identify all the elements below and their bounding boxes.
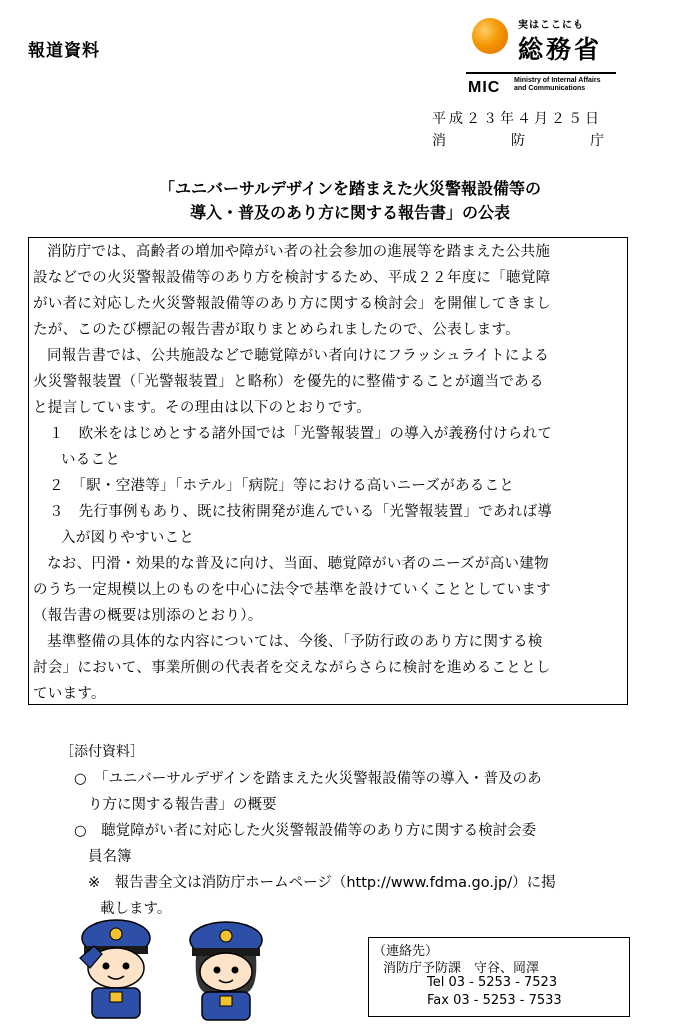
- document-type-label: 報道資料: [28, 41, 100, 61]
- firefighter-mascots-illustration: [68, 916, 288, 1024]
- agency-char-3: 庁: [590, 133, 604, 149]
- agency-char-1: 消: [432, 133, 446, 149]
- agency-char-2: 防: [511, 133, 525, 149]
- attachment-item-cont: り方に関する報告書」の概要: [88, 797, 277, 813]
- body-line: 基準整備の具体的な内容については、今後、「予防行政のあり方に関する検: [47, 634, 543, 650]
- attachments-heading: ［添付資料］: [60, 744, 144, 760]
- mic-logo: [466, 12, 626, 96]
- body-line: 消防庁では、高齢者の増加や障がい者の社会参加の進展等を踏まえた公共施: [47, 244, 551, 260]
- mascot-saluting-icon: [80, 920, 150, 1018]
- body-list-item: １ 欧米をはじめとする諸外国では「光警報装置」の導入が義務付けられて: [49, 426, 553, 442]
- logo-ministry-en-line1: Ministry of Internal Affairs: [514, 77, 601, 84]
- logo-mic: MIC: [468, 79, 501, 96]
- body-line: （報告書の概要は別添のとおり）。: [33, 608, 263, 624]
- body-list-item: ３ 先行事例もあり、既に技術開発が進んでいる「光警報装置」であれば導: [49, 504, 553, 520]
- logo-tagline: 実はここにも: [518, 20, 584, 31]
- body-line: たが、このたび標記の報告書が取りまとめられましたので、公表します。: [33, 322, 520, 338]
- body-line: 同報告書では、公共施設などで聴覚障がい者向けにフラッシュライトによる: [47, 348, 550, 364]
- contact-fax: Fax 03 - 5253 - 7533: [427, 993, 562, 1008]
- body-text-box: [28, 237, 628, 705]
- contact-department: 消防庁予防課 守谷、岡澤: [383, 961, 540, 976]
- mascot-standing-icon: [190, 922, 262, 1020]
- body-list-item-cont: いること: [61, 452, 121, 468]
- body-line: 火災警報装置（「光警報装置」と略称）を優先的に整備することが適当である: [33, 374, 544, 390]
- page-title-line1: 「ユニバーサルデザインを踏まえた火災警報設備等の: [158, 179, 542, 198]
- attachment-item: ○ 聴覚障がい者に対応した火災警報設備等のあり方に関する検討会委: [74, 823, 537, 839]
- body-line: なお、円滑・効果的な普及に向け、当面、聴覚障がい者のニーズが高い建物: [47, 556, 549, 572]
- page-title-line2: 導入・普及のあり方に関する報告書」の公表: [189, 203, 510, 222]
- issue-date: 平成２３年４月２５日: [432, 111, 602, 127]
- attachment-note: ※ 報告書全文は消防庁ホームページ（http://www.fdma.go.jp/）に掲: [88, 875, 556, 891]
- contact-tel: Tel 03 - 5253 - 7523: [427, 975, 558, 990]
- body-line: のうち一定規模以上のものを中心に法令で基準を設けていくこととしています: [33, 582, 551, 598]
- logo-ministry-en-line2: and Communications: [514, 85, 586, 92]
- logo-name: 総務省: [518, 35, 603, 64]
- attachment-item: ○ 「ユニバーサルデザインを踏まえた火災警報設備等の導入・普及のあ: [74, 771, 542, 787]
- body-line: がい者に対応した火災警報設備等のあり方に関する検討会」を開催してきまし: [33, 296, 551, 312]
- logo-ministry-en: [514, 77, 600, 93]
- body-list-item: ２ 「駅・空港等」「ホテル」「病院」等における高いニーズがあること: [49, 478, 515, 494]
- body-line: ています。: [33, 686, 106, 702]
- issuing-agency: [432, 130, 604, 150]
- body-line: 設などでの火災警報設備等のあり方を検討するため、平成２２年度に「聴覚障: [33, 270, 551, 286]
- body-list-item-cont: 入が図りやすいこと: [61, 530, 195, 546]
- logo-orange-ball-icon: [472, 18, 508, 54]
- contact-heading: （連絡先）: [373, 944, 439, 959]
- contact-box: [368, 937, 630, 1017]
- attachment-note-cont: 載します。: [100, 901, 172, 917]
- body-line: と提言しています。その理由は以下のとおりです。: [33, 400, 372, 416]
- logo-divider: [466, 72, 616, 74]
- attachment-item-cont: 員名簿: [88, 849, 132, 865]
- body-line: 討会」において、事業所側の代表者を交えながらさらに検討を進めることとし: [33, 660, 551, 676]
